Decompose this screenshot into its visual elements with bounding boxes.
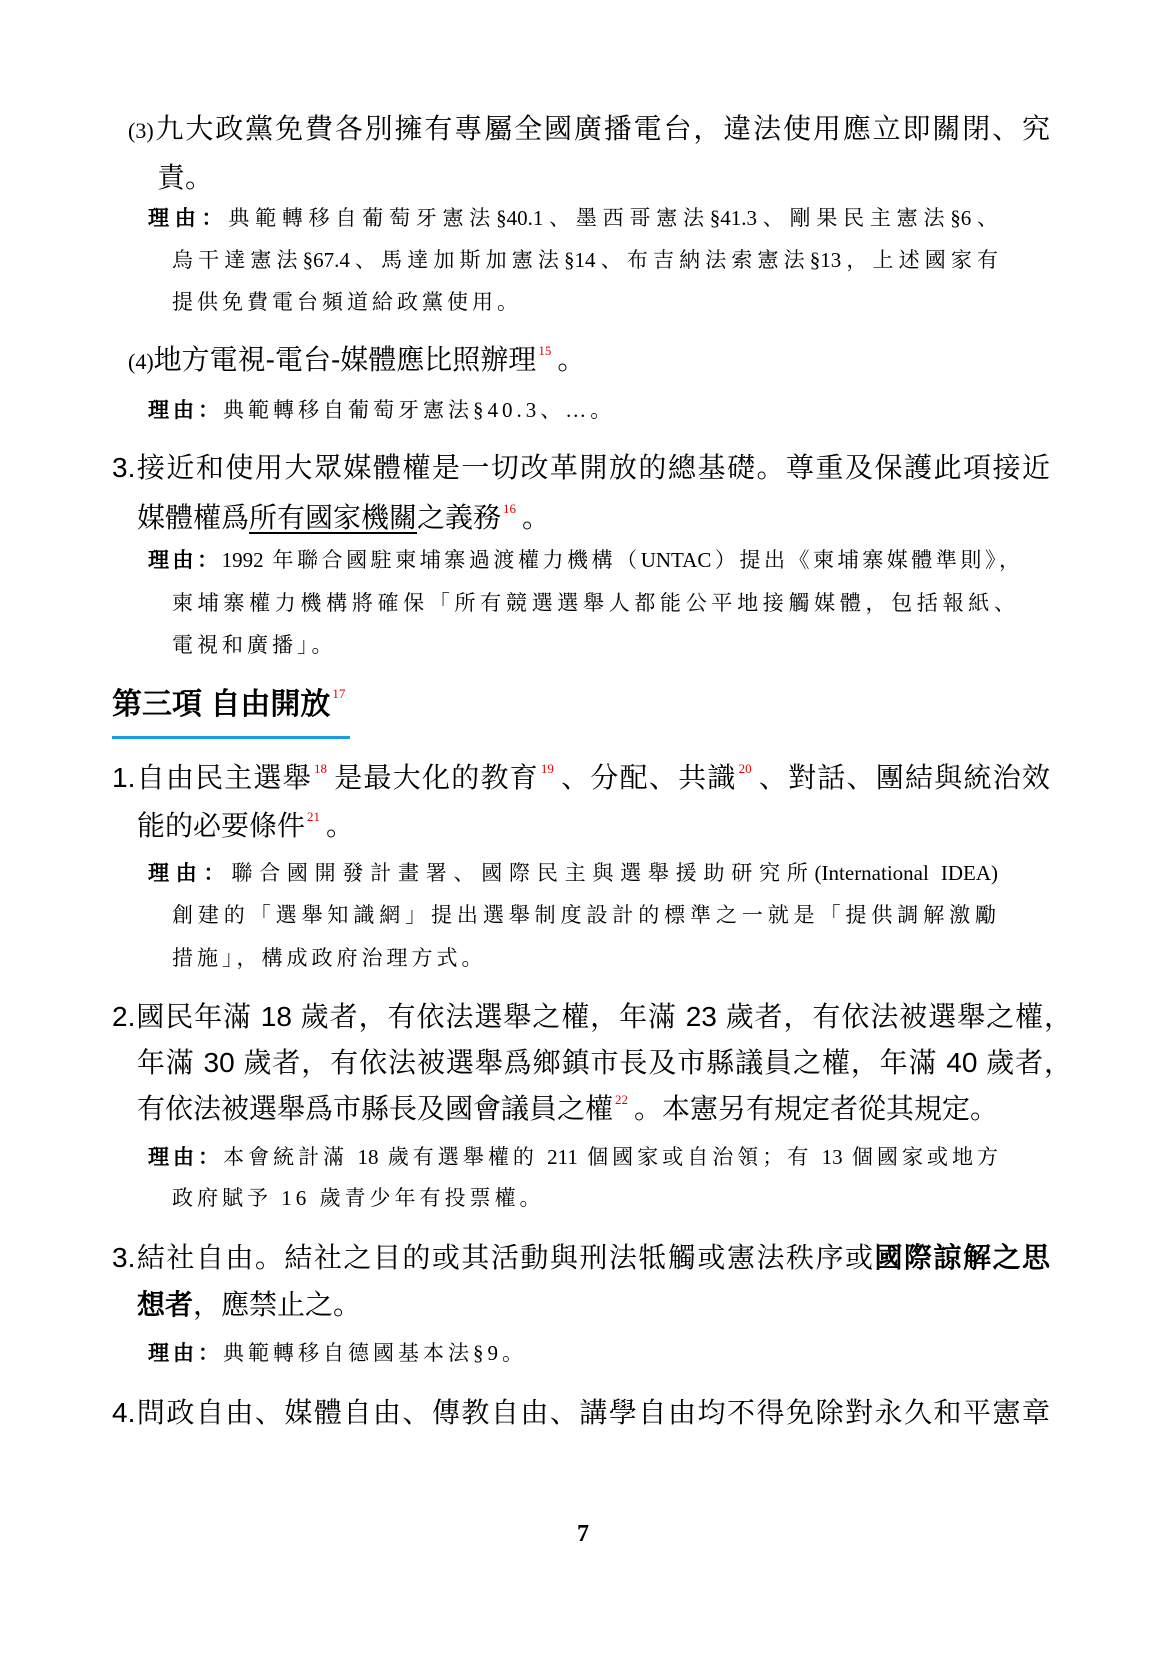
article-2-line-1: 2.國民年滿 18 歲者，有依法選舉之權，年滿 23 歲者，有依法被選舉之權， — [112, 1001, 1072, 1032]
reason-text: 本會統計滿 18 歲有選舉權的 211 個國家或自治領；有 13 個國家或地方 — [223, 1145, 998, 1169]
paragraph-text: 有依法被選舉爲市縣長及國會議員之權 — [137, 1093, 614, 1124]
footnote-ref: 17 — [332, 686, 346, 701]
paragraph-text: 之義務 — [417, 502, 502, 533]
item-3-line-1: 3.接近和使用大眾媒體權是一切改革開放的總基礎。尊重及保護此項接近 — [112, 452, 1050, 483]
paragraph-text: 。本憲另有規定者從其規定。 — [634, 1093, 999, 1124]
reason-label: 理由： — [148, 1145, 224, 1169]
paragraph-text: 媒體權爲 — [137, 502, 250, 533]
reason-label: 理由： — [148, 1341, 223, 1365]
item-3-4-line — [128, 340, 585, 380]
paragraph-text: 能的必要條件 — [137, 810, 306, 841]
paragraph-end: 。 — [557, 344, 586, 375]
article-4-line-1: 4.問政自由、媒體自由、傳教自由、講學自由均不得免除對永久和平憲章 — [112, 1397, 1050, 1428]
reason-label: 理由： — [148, 861, 232, 885]
article-2-line-3 — [137, 1089, 998, 1129]
reason-line: 提供免費電台頻道給政黨使用。 — [172, 290, 522, 314]
paragraph-text: 是最大化的教育 — [333, 762, 539, 793]
reason-line — [148, 1142, 998, 1172]
footnote-ref: 15 — [538, 343, 552, 358]
list-marker: (4) — [128, 349, 154, 374]
paragraph-end: 。 — [326, 810, 355, 841]
reason-line — [148, 1338, 527, 1368]
reason-line: 政府賦予 16 歲青少年有投票權。 — [172, 1186, 545, 1210]
paragraph-text: 、分配、共識 — [559, 762, 737, 793]
footnote-ref: 20 — [738, 761, 752, 776]
reason-text: 典範轉移自葡萄牙憲法§40.1、墨西哥憲法§41.3、剛果民主憲法§6、 — [228, 206, 998, 230]
paragraph-end: 。 — [522, 502, 551, 533]
article-1-line-1 — [112, 758, 1050, 798]
reason-label: 理由： — [148, 548, 222, 572]
footnote-ref: 18 — [314, 761, 328, 776]
paragraph-text: 、對話、團結與統治效 — [757, 762, 1050, 793]
reason-text: 1992 年聯合國駐柬埔寨過渡權力機構（UNTAC）提出《柬埔寨媒體準則》， — [221, 548, 1020, 572]
footnote-ref: 21 — [307, 809, 321, 824]
reason-line: 烏干達憲法§67.4、馬達加斯加憲法§14、布吉納法索憲法§13，上述國家有 — [172, 248, 998, 272]
paragraph-text: ，應禁止之。 — [193, 1289, 362, 1320]
article-2-line-2: 年滿 30 歲者，有依法被選舉爲鄉鎮市長及市縣議員之權，年滿 40 歲者， — [137, 1047, 1072, 1078]
paragraph-text: 1.自由民主選舉 — [112, 762, 313, 793]
underlined-text: 所有國家機關 — [249, 502, 418, 533]
section-title: 第三項 自由開放 — [112, 688, 331, 721]
reason-label: 理由： — [148, 398, 223, 422]
section-heading — [112, 685, 351, 725]
item-3-line-2 — [137, 498, 550, 538]
reason-label: 理由： — [148, 206, 229, 230]
bold-text: 國際諒解之思 — [874, 1242, 1050, 1273]
reason-line — [148, 858, 998, 888]
article-3-line-2 — [137, 1285, 361, 1325]
reason-line: 措施」，構成政府治理方式。 — [172, 946, 487, 970]
reason-text: 典範轉移自德國基本法§9。 — [223, 1341, 527, 1365]
list-marker: (3) — [128, 118, 154, 143]
item-3-3-line-1 — [128, 109, 1050, 149]
footnote-ref: 19 — [540, 761, 554, 776]
reason-text: 聯合國開發計畫署、國際民主與選舉援助研究所(International IDEA) — [231, 861, 998, 885]
paragraph-text: 地方電視-電台-媒體應比照辦理 — [153, 344, 537, 375]
heading-underline — [112, 736, 350, 739]
footnote-ref: 22 — [615, 1092, 629, 1107]
paragraph-text: 3.結社自由。結社之目的或其活動與刑法牴觸或憲法秩序或 — [112, 1242, 875, 1273]
footnote-ref: 16 — [503, 501, 517, 516]
article-1-line-2 — [137, 806, 354, 846]
reason-line — [148, 395, 615, 425]
reason-line — [148, 203, 998, 233]
paragraph-text: 九大政黨免費各別擁有專屬全國廣播電台，違法使用應立即關閉、究 — [153, 113, 1050, 144]
article-3-line-1 — [112, 1238, 1050, 1278]
reason-line: 創建的「選舉知識網」提出選舉制度設計的標準之一就是「提供調解激勵 — [172, 903, 996, 927]
reason-line: 電視和廣播」。 — [172, 633, 337, 657]
bold-text: 想者 — [137, 1289, 194, 1320]
reason-line: 柬埔寨權力機構將確保「所有競選選舉人都能公平地接觸媒體，包括報紙、 — [172, 591, 1015, 615]
reason-line — [148, 545, 1020, 575]
reason-text: 典範轉移自葡萄牙憲法§40.3、…。 — [223, 398, 616, 422]
item-3-3-line-2: 責。 — [157, 162, 214, 193]
page-number: 7 — [577, 1521, 589, 1547]
